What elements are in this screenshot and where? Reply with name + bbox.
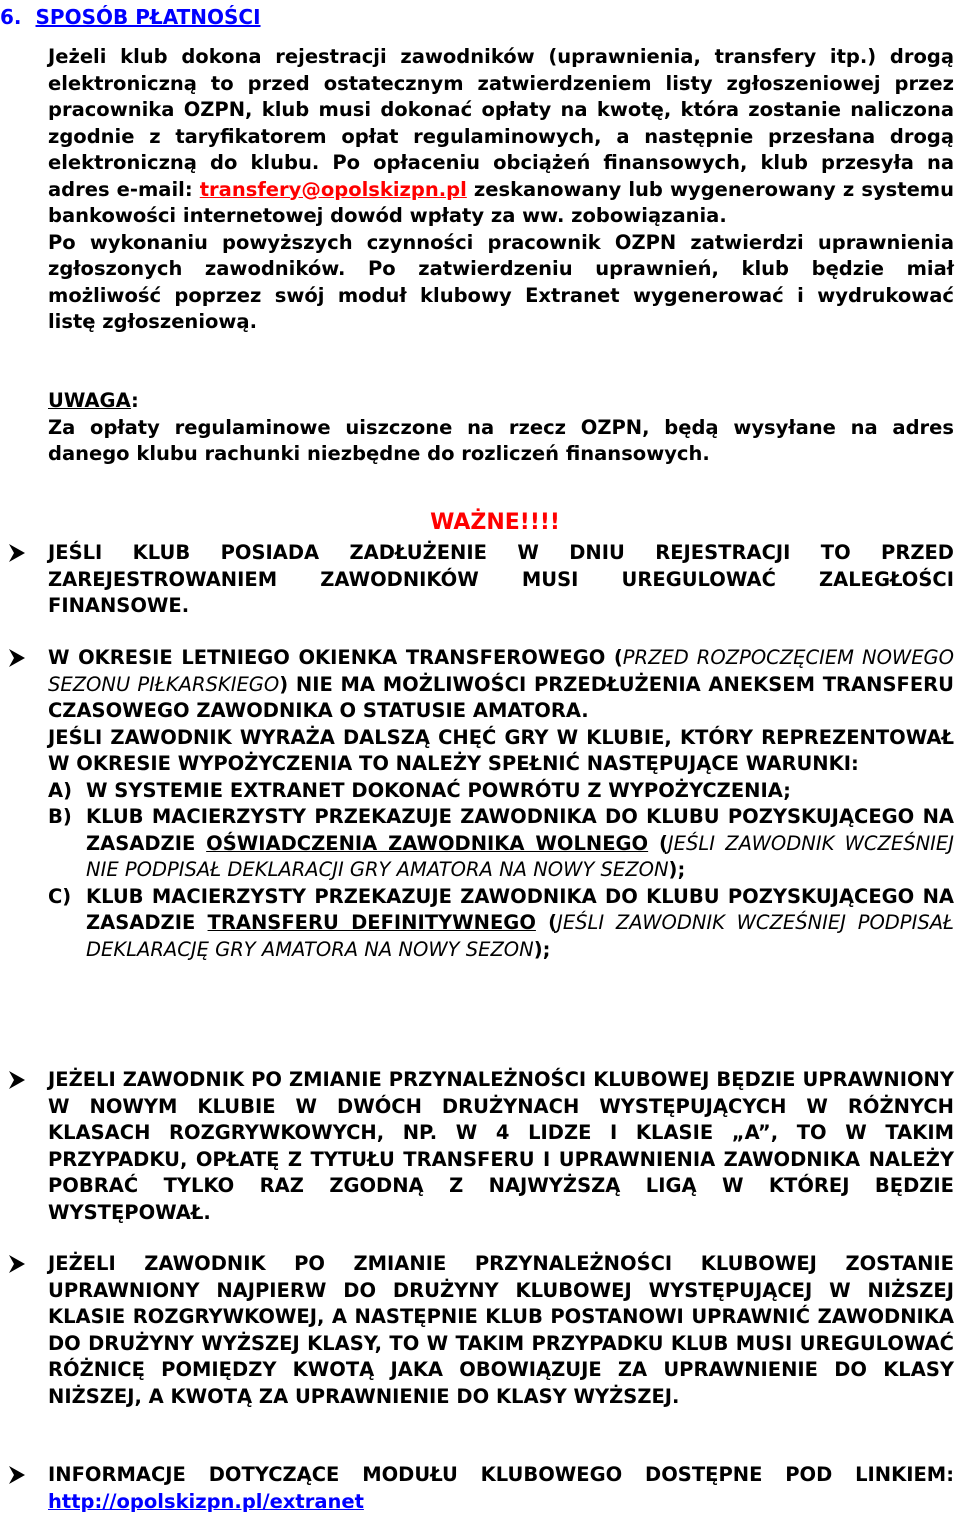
condition-b-end: ); xyxy=(668,858,686,881)
wazne-word: WAŻNE xyxy=(430,510,520,535)
wazne-exclamations: !!!! xyxy=(519,510,560,535)
condition-c-underlined: TRANSFERU DEFINITYWNEGO xyxy=(207,911,536,934)
condition-c-paren: ( xyxy=(535,911,558,934)
item-2-paragraph-2: JEŚLI ZAWODNIK WYRAŻA DALSZĄ CHĘĆ GRY W KLUBIE, KTÓRY REPREZENTOWAŁ W OKRESIE WYPOŻYCZENIA TO NALEŻY SPEŁNIĆ NASTĘPUJĄCE WARUNKI: xyxy=(48,725,954,775)
condition-b xyxy=(48,804,954,884)
intro-paragraph-2: Po wykonaniu powyższych czynności pracownik OZPN zatwierdzi uprawnienia zgłoszonych zawodników. Po zatwierdzeniu uprawnień, klub będzie miał możliwość poprzez swój moduł klubowy Extranet wygenerować i wydrukować listę zgłoszeniową. xyxy=(48,230,954,333)
list-item xyxy=(0,540,960,620)
wazne-heading xyxy=(0,510,960,537)
condition-c-label: C) xyxy=(48,884,72,908)
item-2-end: ) NIE MA MOŻLIWOŚCI PRZEDŁUŻENIA ANEKSEM TRANSFERU CZASOWEGO ZAWODNIKA O STATUSIE AMATORA. xyxy=(48,672,954,722)
item-2-paragraph-1 xyxy=(48,645,954,725)
condition-c-italic: JEŚLI ZAWODNIK WCZEŚNIEJ PODPISAŁ DEKLARACJĘ GRY AMATORA NA NOWY SEZON xyxy=(86,911,954,961)
intro-p1-start: Jeżeli klub dokona rejestracji zawodników (uprawnienia, transfery itp.) drogą elektroniczną to przed ostatecznym zatwierdzeniem listy zgłoszeniowej przez pracownika OZPN, klub musi dokonać opłaty na kwotę, która zostanie naliczona zgodnie z taryfikatorem opłat regulaminowych, a następnie przesłana drogą elektroniczną do klubu. Po opłaceniu obciążeń finansowych, klub przesyła na adres e-mail: xyxy=(48,45,954,201)
condition-a xyxy=(48,778,954,805)
list-item xyxy=(0,1462,960,1515)
list-item xyxy=(0,645,960,963)
uwaga-note xyxy=(48,388,954,468)
section-number: 6. xyxy=(0,5,22,29)
condition-b-start: KLUB MACIERZYSTY PRZEKAZUJE ZAWODNIKA DO KLUBU POZYSKUJĄCEGO NA ZASADZIE xyxy=(86,805,954,855)
list-item xyxy=(0,1251,960,1410)
arrowhead-bullet-icon xyxy=(4,540,30,566)
uwaga-label: UWAGA xyxy=(48,389,132,412)
arrowhead-bullet-icon xyxy=(4,645,30,671)
item-2-italic: PRZED ROZPOCZĘCIEM NOWEGO SEZONU PIŁKARSKIEGO xyxy=(48,646,954,696)
condition-c-end: ); xyxy=(533,937,551,961)
condition-b-underlined: OŚWIADCZENIA ZAWODNIKA WOLNEGO xyxy=(206,831,649,855)
list-item xyxy=(0,1067,960,1226)
item-2-start: W OKRESIE LETNIEGO OKIENKA TRANSFEROWEGO ( xyxy=(48,646,623,669)
condition-b-text xyxy=(86,804,954,884)
email-link[interactable]: transfery@opolskizpn.pl xyxy=(199,177,467,201)
arrowhead-bullet-icon xyxy=(4,1067,30,1093)
condition-b-paren: ( xyxy=(648,831,668,855)
intro-text xyxy=(48,44,954,336)
item-3-text: JEŻELI ZAWODNIK PO ZMIANIE PRZYNALEŻNOŚCI KLUBOWEJ BĘDZIE UPRAWNIONY W NOWYM KLUBIE W DWÓCH DRUŻYNACH WYSTĘPUJĄCYCH W RÓŻNYCH KLASACH ROZGRYWKOWYCH, NP. W 4 LIDZE I KLASIE „A”, TO W TAKIM PRZYPADKU, OPŁATĘ Z TYTUŁU TRANSFERU I UPRAWNIENIA ZAWODNIKA NALEŻY POBRAĆ TYLKO RAZ ZGODNĄ Z NAJWYŻSZĄ LIGĄ W KTÓREJ BĘDZIE WYSTĘPOWAŁ. xyxy=(48,1068,954,1224)
arrowhead-bullet-icon xyxy=(4,1251,30,1277)
item-2-body xyxy=(48,645,954,963)
intro-p1-end: zeskanowany lub wygenerowany z systemu bankowości internetowej dowód wpłaty za ww. zobowiązania. xyxy=(48,177,954,227)
item-5-start: INFORMACJE DOTYCZĄCE MODUŁU KLUBOWEGO DOSTĘPNE POD LINKIEM: xyxy=(48,1463,954,1486)
uwaga-colon: : xyxy=(131,389,139,412)
condition-c-start: KLUB MACIERZYSTY PRZEKAZUJE ZAWODNIKA DO KLUBU POZYSKUJĄCEGO NA ZASADZIE xyxy=(86,884,954,934)
uwaga-text: Za opłaty regulaminowe uiszczone na rzecz OZPN, będą wysyłane na adres danego klubu rachunki niezbędne do rozliczeń finansowych. xyxy=(48,415,954,465)
condition-b-label: B) xyxy=(48,805,72,828)
condition-a-label: A) xyxy=(48,778,73,802)
condition-c-text xyxy=(86,884,954,964)
item-5-text xyxy=(48,1462,954,1515)
condition-b-italic: JEŚLI ZAWODNIK WCZEŚNIEJ NIE PODPISAŁ DEKLARACJI GRY AMATORA NA NOWY SEZON xyxy=(86,831,955,881)
section-title: SPOSÓB PŁATNOŚCI xyxy=(35,5,261,29)
condition-a-text: W SYSTEMIE EXTRANET DOKONAĆ POWRÓTU Z WYPOŻYCZENIA; xyxy=(86,778,791,802)
intro-paragraph-1 xyxy=(48,44,954,230)
condition-c xyxy=(48,884,954,964)
section-heading xyxy=(0,4,261,31)
arrowhead-bullet-icon xyxy=(4,1462,30,1488)
item-4-text: JEŻELI ZAWODNIK PO ZMIANIE PRZYNALEŻNOŚCI KLUBOWEJ ZOSTANIE UPRAWNIONY NAJPIERW DO DRUŻYNY KLUBOWEJ WYSTĘPUJĄCEJ W NIŻSZEJ KLASIE ROZGRYWKOWEJ, A NASTĘPNIE KLUB POSTANOWI UPRAWNIĆ ZAWODNIKA DO DRUŻYNY WYŻSZEJ KLASY, TO W TAKIM PRZYPADKU KLUB MUSI UREGULOWAĆ RÓŻNICĘ POMIĘDZY KWOTĄ JAKA OBOWIĄZUJE ZA UPRAWNIENIE DO KLASY NIŻSZEJ, A KWOTĄ ZA UPRAWNIENIE DO KLASY WYŻSZEJ. xyxy=(48,1252,954,1408)
extranet-link[interactable]: http://opolskizpn.pl/extranet xyxy=(48,1489,364,1513)
item-1-text: JEŚLI KLUB POSIADA ZADŁUŻENIE W DNIU REJESTRACJI TO PRZED ZAREJESTROWANIEM ZAWODNIKÓW MUSI UREGULOWAĆ ZALEGŁOŚCI FINANSOWE. xyxy=(48,541,954,617)
